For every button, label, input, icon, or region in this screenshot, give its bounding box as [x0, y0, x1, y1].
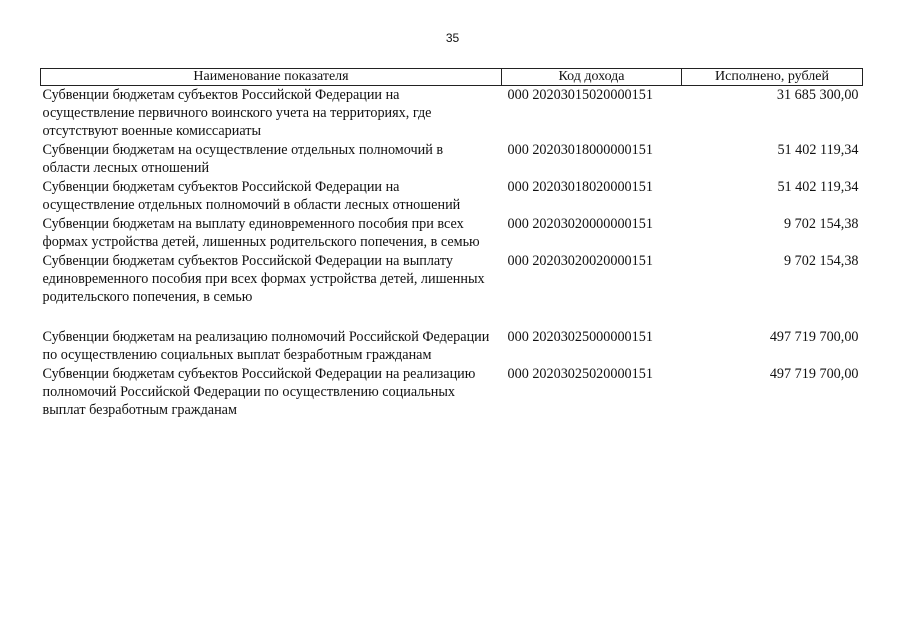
header-revenue-code: Код дохода: [502, 69, 682, 86]
table-row: [41, 178, 863, 215]
revenue-code: 000 20203018000000151: [507, 142, 653, 158]
header-indicator-name: Наименование показателя: [41, 69, 502, 86]
table-row: [41, 307, 863, 365]
executed-amount: 9 702 154,38: [784, 253, 859, 269]
revenue-code: 000 20203020000000151: [507, 216, 653, 232]
indicator-name: Субвенции бюджетам на осуществление отдельных полномочий в области лесных отношений: [42, 142, 444, 176]
executed-amount: 51 402 119,34: [777, 142, 859, 158]
header-executed-amount: Исполнено, рублей: [682, 69, 863, 86]
executed-amount: 51 402 119,34: [777, 179, 859, 195]
executed-amount: 31 685 300,00: [776, 87, 859, 103]
table-row: [41, 215, 863, 252]
page-number: 35: [445, 31, 460, 45]
indicator-name: Субвенции бюджетам субъектов Российской Федерации на осуществление отдельных полномочий в области лесных отношений: [42, 179, 461, 213]
table-row: [41, 365, 863, 420]
table-row: [41, 86, 863, 142]
revenue-code: 000 20203015020000151: [507, 87, 653, 103]
indicator-name: Субвенции бюджетам на выплату единовременного пособия при всех формах устройства детей, лишенных родительского попечения, в семью: [42, 216, 480, 250]
executed-amount: 497 719 700,00: [769, 366, 859, 382]
indicator-name: Субвенции бюджетам на реализацию полномочий Российской Федерации по осуществлению социальных выплат безработным гражданам: [42, 329, 490, 363]
revenue-code: 000 20203020020000151: [507, 253, 653, 269]
table-row: [41, 141, 863, 178]
revenue-table: [40, 68, 863, 420]
indicator-name: Субвенции бюджетам субъектов Российской Федерации на осуществление первичного воинского учета на территориях, где отсутствуют военные комиссариаты: [42, 87, 432, 139]
indicator-name: Субвенции бюджетам субъектов Российской Федерации на выплату единовременного пособия при всех формах устройства детей, лишенных родительского попечения, в семью: [42, 253, 485, 305]
table-row: [41, 252, 863, 307]
revenue-code: 000 20203018020000151: [507, 179, 653, 195]
table-header-row: [41, 69, 863, 86]
indicator-name: Субвенции бюджетам субъектов Российской Федерации на реализацию полномочий Российской Федерации по осуществлению социальных выплат безработным гражданам: [42, 366, 476, 418]
revenue-code: 000 20203025020000151: [507, 366, 653, 382]
executed-amount: 497 719 700,00: [769, 329, 859, 345]
executed-amount: 9 702 154,38: [784, 216, 859, 232]
revenue-code: 000 20203025000000151: [507, 329, 653, 345]
